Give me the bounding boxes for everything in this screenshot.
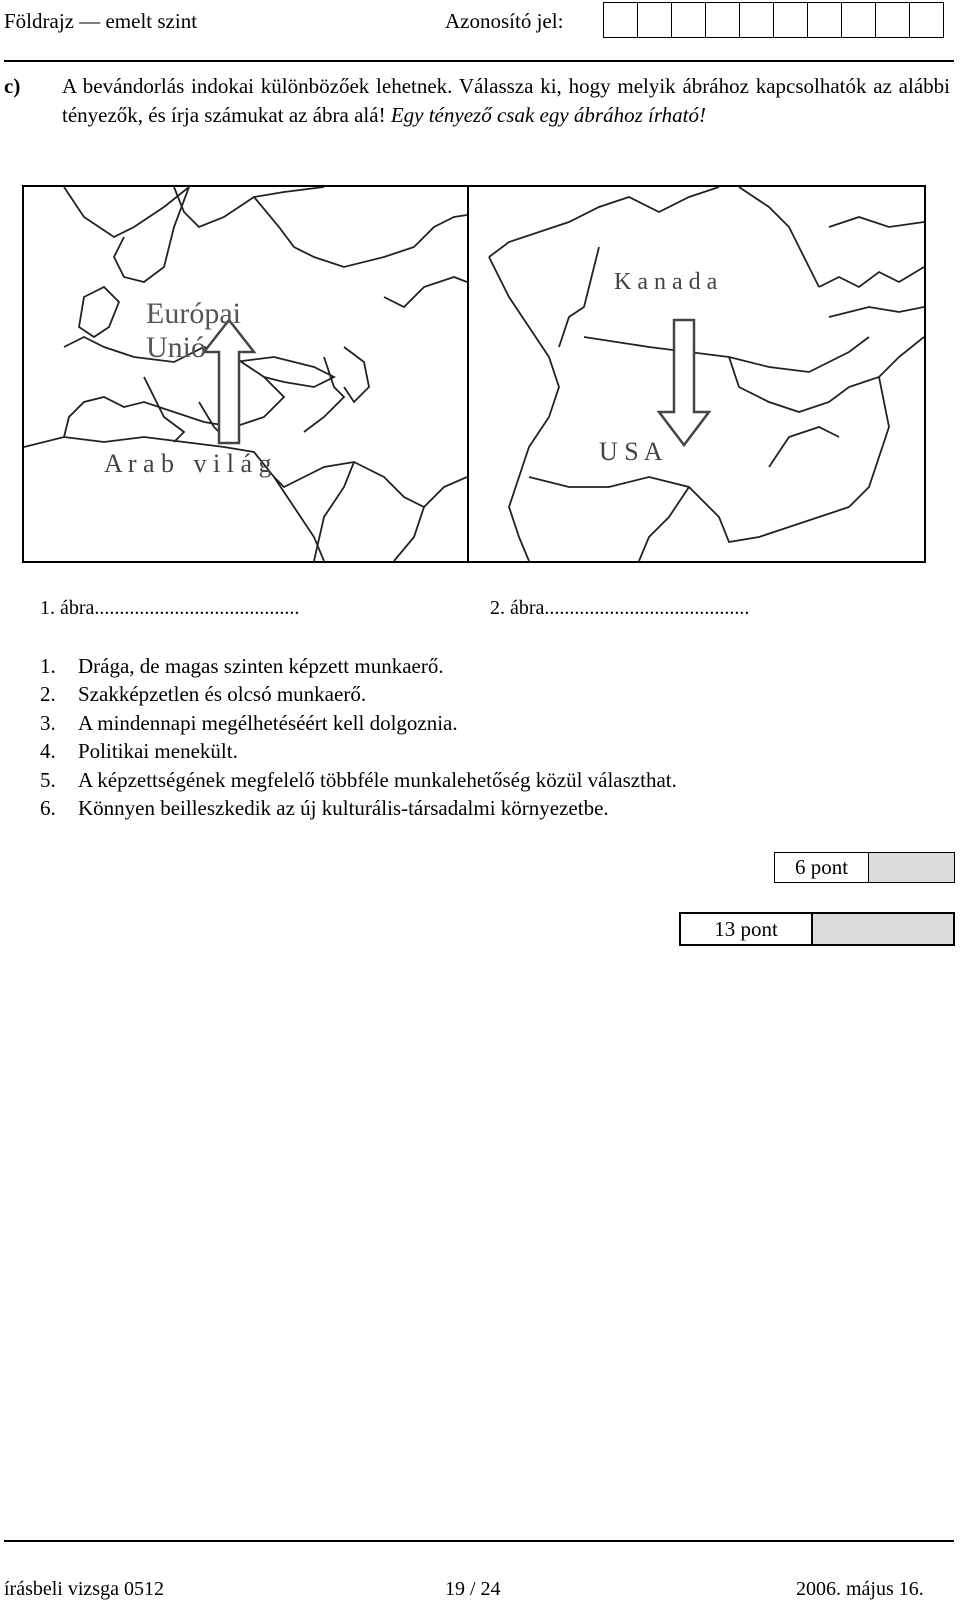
item-number: 6. — [40, 796, 56, 821]
question-instruction: A bevándorlás indokai különbözőek lehetnek. Válassza ki, hogy melyik ábrához kapcsolhatók az alábbi tényezők, és írja számukat az ábra alá! — [62, 74, 950, 127]
id-cell[interactable] — [841, 2, 876, 38]
footer-left: írásbeli vizsga 0512 — [4, 1578, 164, 1600]
score-input-small[interactable] — [869, 853, 954, 882]
score-label-small: 6 pont — [775, 853, 869, 882]
item-text: A képzettségének megfelelő többféle munkalehetőség közül választhat. — [78, 767, 677, 792]
item-number: 1. — [40, 654, 56, 678]
id-cell[interactable] — [603, 2, 638, 38]
header-divider — [4, 60, 954, 62]
item-text: Könnyen beilleszkedik az új kulturális-társadalmi környezetbe. — [78, 796, 609, 821]
map-2 — [469, 187, 924, 561]
id-boxes[interactable] — [604, 2, 944, 38]
item-number: 2. — [40, 682, 56, 707]
arrow-down-icon — [659, 320, 709, 445]
question-emphasis: Egy tényező csak egy ábrához írható! — [390, 103, 706, 127]
list-item — [40, 766, 677, 794]
map1-eu-text: Európai Unió — [146, 297, 241, 364]
item-text: A mindennapi megélhetéséért kell dolgoznia. — [78, 710, 458, 735]
score-box-small — [774, 852, 955, 883]
id-cell[interactable] — [807, 2, 842, 38]
list-item — [40, 709, 677, 737]
id-cell[interactable] — [671, 2, 706, 38]
id-cell[interactable] — [875, 2, 910, 38]
score-label-total: 13 pont — [681, 914, 813, 944]
score-box-total — [679, 912, 955, 946]
list-item — [40, 652, 677, 680]
id-cell[interactable] — [739, 2, 774, 38]
id-cell[interactable] — [637, 2, 672, 38]
list-item — [40, 737, 677, 765]
maps-figure — [22, 185, 926, 563]
map1-label-eu — [146, 297, 256, 365]
answer-blank-1[interactable]: 1. ábra......................................... — [40, 597, 300, 619]
item-text: Drága, de magas szinten képzett munkaerő. — [78, 654, 444, 678]
map2-label-canada: K a n a d a — [614, 269, 718, 295]
map-1 — [24, 187, 467, 561]
list-item — [40, 794, 677, 822]
item-text: Szakképzetlen és olcsó munkaerő. — [78, 682, 367, 707]
factors-list — [40, 652, 677, 822]
list-item — [40, 680, 677, 708]
header-id-label: Azonosító jel: — [445, 9, 564, 33]
question-text — [62, 72, 950, 130]
footer-date: 2006. május 16. — [796, 1578, 924, 1600]
map2-label-usa: U S A — [599, 437, 663, 466]
footer-divider — [4, 1540, 954, 1542]
id-cell[interactable] — [909, 2, 944, 38]
id-cell[interactable] — [705, 2, 740, 38]
footer-page: 19 / 24 — [445, 1578, 501, 1600]
item-text: Politikai menekült. — [78, 739, 238, 764]
answer-blank-2[interactable]: 2. ábra......................................... — [490, 597, 750, 619]
item-number: 4. — [40, 739, 56, 764]
item-number: 3. — [40, 710, 56, 735]
map1-label-arab: A r a b v i l á g — [104, 449, 272, 478]
score-input-total[interactable] — [813, 914, 953, 944]
id-cell[interactable] — [773, 2, 808, 38]
question-label: c) — [4, 74, 21, 98]
item-number: 5. — [40, 767, 56, 792]
header-subject: Földrajz — emelt szint — [4, 9, 198, 33]
